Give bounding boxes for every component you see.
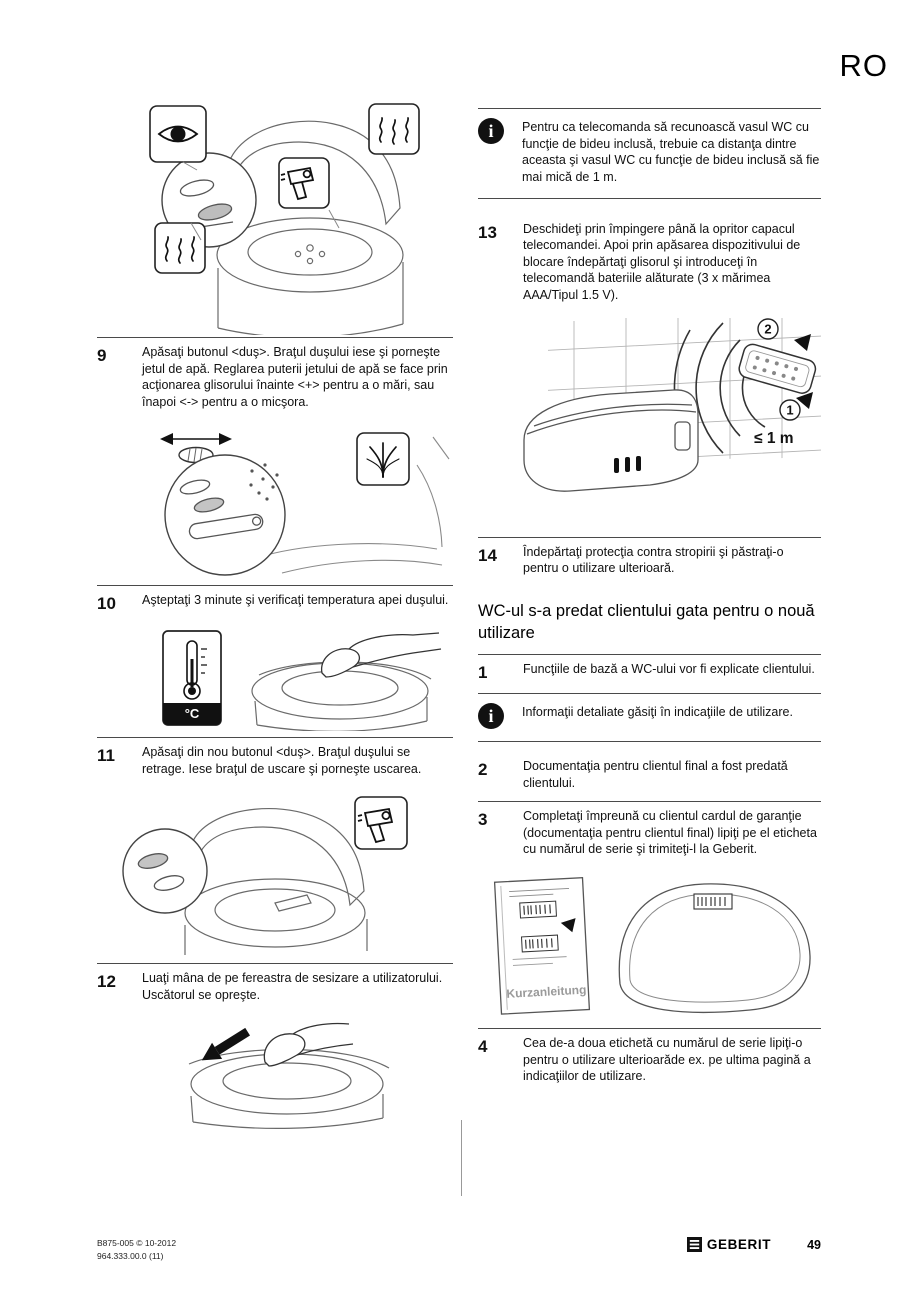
celsius-label: °C xyxy=(184,706,200,722)
step-12 xyxy=(97,963,453,1013)
geberit-logo xyxy=(687,1237,771,1252)
illustration-warranty-card xyxy=(478,874,821,1022)
section-heading: WC-ul s-a predat clientului gata pentru o nouă utilizare xyxy=(478,601,815,642)
thermometer-icon xyxy=(163,631,221,725)
step-number: 4 xyxy=(478,1037,488,1057)
step-9 xyxy=(97,337,453,421)
info-box-instructions xyxy=(478,693,821,742)
quick-guide-booklet xyxy=(495,878,590,1014)
info-text: Pentru ca telecomanda să recunoască vasul WC cu funcţie de bideu inclusă, trebuie ca distanţa dintre aceasta şi vasul WC cu funcţie de bideu inclusă să fie mai mică de 1 m. xyxy=(522,120,820,184)
doc-ref-line1: B875-005 © 10-2012 xyxy=(97,1238,177,1248)
remote-control xyxy=(737,342,818,395)
right-column xyxy=(478,108,821,1095)
info-text: Informaţii detaliate găsiţi în indicaţiile de utilizare. xyxy=(522,704,793,719)
column-divider xyxy=(461,1120,462,1196)
illustration-remove-hand xyxy=(97,1018,453,1130)
hand xyxy=(322,633,441,677)
document-reference xyxy=(97,1237,176,1263)
step-text: Apăsaţi din nou butonul <duş>. Braţul duşului se retrage. Iese braţul de uscare şi porneşte uscarea. xyxy=(142,745,422,776)
callout-2: 2 xyxy=(764,321,772,337)
step-number: 14 xyxy=(478,545,497,565)
step-text: Completaţi împreună cu clientul cardul de garanţie (documentaţia pentru clientul final) lipiţi pe el eticheta cu numărul de serie şi trimiteţi-l la Geberit. xyxy=(523,809,817,857)
step-text: Îndepărtaţi protecţia contra stropirii şi păstraţi-o pentru o utilizare ulterioară. xyxy=(523,544,784,576)
geberit-wordmark: GEBERIT xyxy=(706,1237,772,1252)
step-3 xyxy=(478,801,821,868)
footer-right xyxy=(687,1237,821,1252)
step-text: Funcţiile de bază a WC-ului vor fi explicate clientului. xyxy=(523,662,815,677)
step-text: Deschideţi prin împingere până la opritor capacul telecomandei. Apoi prin apăsarea dispozitivului de blocare îndepărtaţi glisorul şi introduceţi în telecomandă bateriile alăturate (3 x mărimea AAA/Tipul 1.5 V). xyxy=(523,221,801,302)
detail-circle xyxy=(165,455,285,575)
step-text: Cea de-a doua etichetă cu numărul de serie lipiţi-o pentru o utilizare ulterioarăde ex. pe ultima pagină a indicaţiilor de utilizare. xyxy=(523,1036,811,1084)
step-number: 1 xyxy=(478,663,488,683)
step-number: 10 xyxy=(97,593,116,613)
step-2 xyxy=(478,752,821,801)
step-number: 2 xyxy=(478,759,488,779)
step-number: 3 xyxy=(478,810,488,830)
step-text: Documentaţia pentru clientul final a fost predată clientului. xyxy=(523,758,788,790)
detail-circle xyxy=(123,829,207,913)
doc-ref-line2: 964.333.00.0 (11) xyxy=(97,1250,164,1261)
left-column xyxy=(97,100,453,1134)
illustration-temperature-check xyxy=(97,629,453,731)
step-number: 13 xyxy=(478,222,497,242)
hand xyxy=(264,1023,353,1066)
language-code: RO xyxy=(839,48,888,83)
geberit-logo-mark xyxy=(687,1237,702,1252)
info-box-remote xyxy=(478,108,821,199)
step-number: 11 xyxy=(97,746,115,766)
step-14 xyxy=(478,537,821,587)
step-text: Luaţi mâna de pe fereastra de sesizare a utilizatorului. Uscătorul se opreşte. xyxy=(142,971,443,1002)
step-1 xyxy=(478,654,821,693)
info-icon: i xyxy=(478,703,504,729)
step-10 xyxy=(97,585,453,624)
distance-label: ≤ 1 m xyxy=(754,429,794,447)
booklet-title: Kurzanleitung xyxy=(506,982,587,1001)
illustration-remote-distance xyxy=(478,318,821,533)
info-icon: i xyxy=(478,118,504,144)
callout-1: 1 xyxy=(786,402,794,418)
illustration-functions-overview xyxy=(97,100,453,335)
step-13 xyxy=(478,215,821,314)
illustration-dryer-arm xyxy=(97,791,453,959)
toilet xyxy=(524,390,698,491)
step-text: Aşteptaţi 3 minute şi verificaţi temperatura apei duşului. xyxy=(142,592,449,607)
page-number: 49 xyxy=(807,1237,821,1252)
illustration-shower-arm xyxy=(97,427,453,579)
step-4 xyxy=(478,1028,821,1095)
step-11 xyxy=(97,737,453,787)
step-number: 9 xyxy=(97,346,107,365)
step-number: 12 xyxy=(97,972,116,992)
step-text: Apăsaţi butonul <duş>. Braţul duşului iese şi porneşte jetul de apă. Reglarea puterii jetului de apă se face prin acţionarea glisorului înainte <+> pentru a o mări, sau înapoi <-> pentru a o micşora. xyxy=(142,345,448,409)
